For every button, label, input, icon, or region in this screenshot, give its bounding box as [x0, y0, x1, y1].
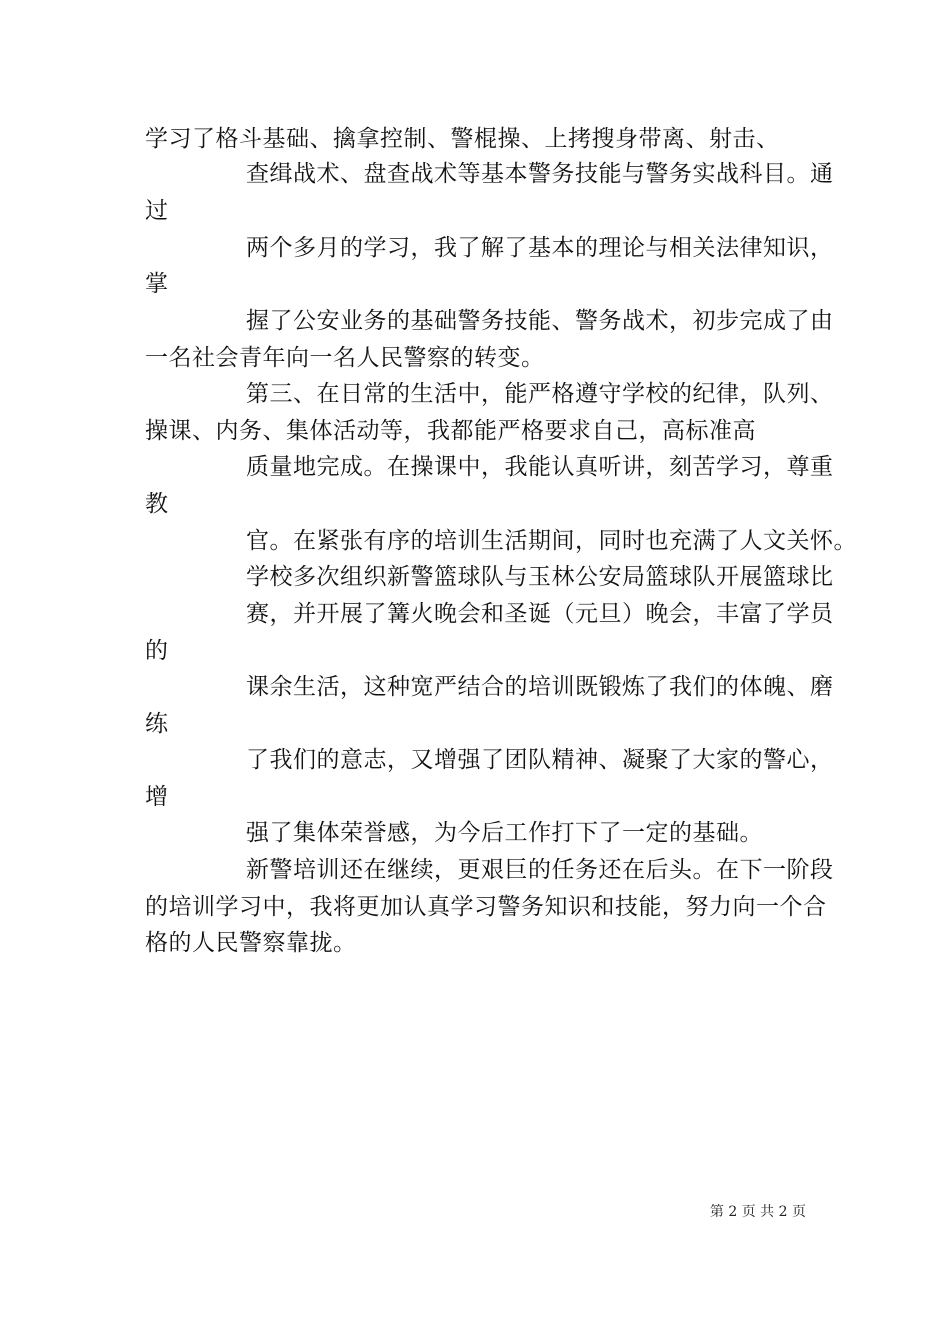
text-line-14: 赛，并开展了篝火晚会和圣诞（元旦）晚会，丰富了学员 [246, 601, 834, 627]
text-line-23: 格的人民警察靠拢。 [145, 930, 357, 956]
text-line-11: 教 [145, 491, 169, 517]
text-line-1: 学习了格斗基础、擒拿控制、警棍操、上拷搜身带离、射击、 [145, 126, 780, 152]
text-line-6: 握了公安业务的基础警务技能、警务战术，初步完成了由 [246, 308, 834, 334]
text-line-7: 一名社会青年向一名人民警察的转变。 [145, 345, 545, 371]
text-line-2: 查缉战术、盘查战术等基本警务技能与警务实战科目。通 [246, 161, 834, 187]
text-line-3: 过 [145, 198, 169, 224]
text-line-20: 强了集体荣誉感，为今后工作打下了一定的基础。 [246, 820, 763, 846]
text-line-13: 学校多次组织新警篮球队与玉林公安局篮球队开展篮球比 [246, 564, 834, 590]
text-line-22: 的培训学习中，我将更加认真学习警务知识和技能，努力向一个合 [145, 894, 827, 920]
text-line-5: 掌 [145, 271, 169, 297]
text-line-4: 两个多月的学习，我了解了基本的理论与相关法律知识， [246, 235, 834, 261]
text-line-9: 操课、内务、集体活动等，我都能严格要求自己，高标准高 [145, 418, 756, 444]
text-line-10: 质量地完成。在操课中，我能认真听讲，刻苦学习，尊重 [246, 454, 834, 480]
text-line-15: 的 [145, 638, 169, 664]
text-line-18: 了我们的意志，又增强了团队精神、凝聚了大家的警心， [246, 747, 834, 773]
text-line-21: 新警培训还在继续，更艰巨的任务还在后头。在下一阶段 [246, 857, 834, 883]
text-line-19: 增 [145, 784, 169, 810]
text-line-16: 课余生活，这种宽严结合的培训既锻炼了我们的体魄、磨 [246, 674, 834, 700]
text-line-12: 官。在紧张有序的培训生活期间，同时也充满了人文关怀。 [246, 528, 857, 554]
text-line-8: 第三、在日常的生活中，能严格遵守学校的纪律，队列、 [246, 381, 834, 407]
page-number-footer: 第 2 页 共 2 页 [709, 1204, 806, 1220]
text-line-17: 练 [145, 711, 169, 737]
